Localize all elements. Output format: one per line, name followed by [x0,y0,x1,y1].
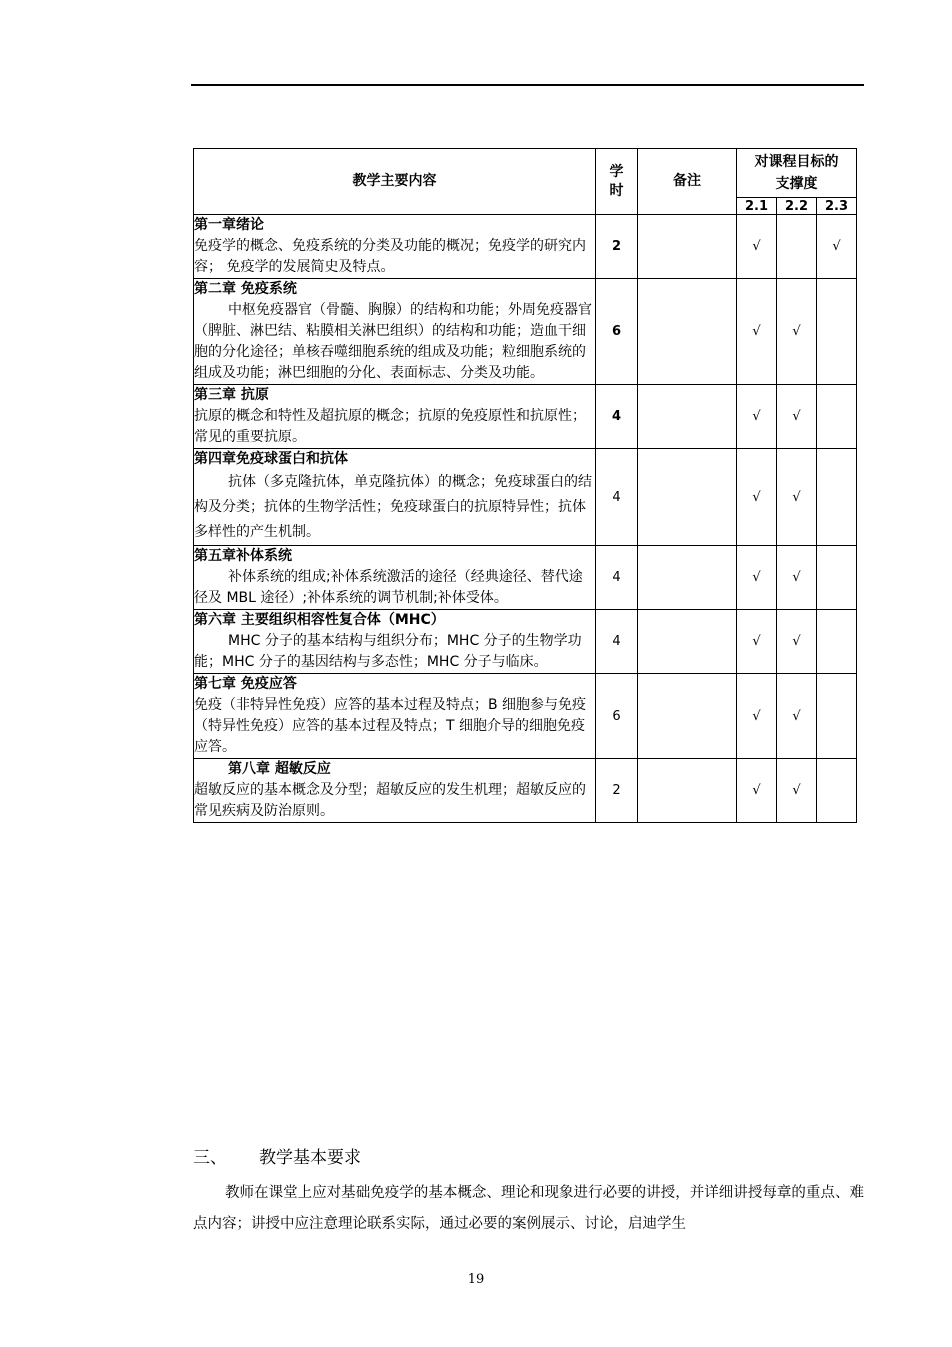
check-2-3 [817,610,857,674]
table-row [194,385,857,449]
chapter-description: 超敏反应的基本概念及分型；超敏反应的发生机理；超敏反应的常见疾病及防治原则。 [194,782,586,819]
note-cell [638,279,737,385]
chapter-description: MHC 分子的基本结构与组织分布；MHC 分子的生物学功能；MHC 分子的基因结构与多态性；MHC 分子与临床。 [194,633,582,670]
table-row [194,674,857,759]
check-2-3 [817,546,857,610]
check-2-1: √ [737,215,777,279]
chapter-title: 第二章 免疫系统 [194,281,297,297]
chapter-description: 补体系统的组成;补体系统激活的途径（经典途径、替代途径及 MBL 途径）;补体系统的调节机制;补体受体。 [194,569,583,606]
check-2-3: √ [817,215,857,279]
chapter-description: 免疫学的概念、免疫系统的分类及功能的概况；免疫学的研究内容； 免疫学的发展简史及特点。 [194,238,586,275]
chapter-title: 第六章 主要组织相容性复合体（MHC） [194,612,445,628]
header-rule [191,84,864,86]
check-2-1: √ [737,546,777,610]
chapter-title: 第三章 抗原 [194,387,269,403]
row-content [194,279,596,385]
table-row [194,759,857,823]
header-goal-2-3: 2.3 [817,198,857,215]
header-goal-2-1: 2.1 [737,198,777,215]
syllabus-table [193,148,857,823]
check-2-1: √ [737,279,777,385]
hours-cell: 6 [596,674,638,759]
hours-cell: 4 [596,449,638,546]
header-support: 对课程目标的 支撑度 [737,149,857,198]
row-content [194,674,596,759]
check-2-2: √ [777,546,817,610]
check-2-2: √ [777,610,817,674]
chapter-title: 第四章免疫球蛋白和抗体 [194,451,348,467]
check-2-2: √ [777,759,817,823]
note-cell [638,385,737,449]
hours-cell: 2 [596,215,638,279]
chapter-title: 第一章绪论 [194,217,264,233]
note-cell [638,674,737,759]
row-content [194,385,596,449]
check-2-2: √ [777,449,817,546]
row-content [194,546,596,610]
note-cell [638,449,737,546]
row-content [194,449,596,546]
check-2-1: √ [737,385,777,449]
header-goal-2-2: 2.2 [777,198,817,215]
check-2-3 [817,279,857,385]
check-2-1: √ [737,674,777,759]
chapter-description: 中枢免疫器官（骨髓、胸腺）的结构和功能；外周免疫器官（脾脏、淋巴结、粘膜相关淋巴组织）的结构和功能；造血干细胞的分化途径；单核吞噬细胞系统的组成及功能；粒细胞系统的组成及功能；淋巴细胞的分化、表面标志、分类及功能。 [194,302,592,381]
chapter-title: 第七章 免疫应答 [194,676,297,692]
table-row [194,610,857,674]
chapter-description: 抗原的概念和特性及超抗原的概念；抗原的免疫原性和抗原性；常见的重要抗原。 [194,408,586,445]
section-number: 三、 [193,1148,227,1168]
row-content [194,215,596,279]
check-2-3 [817,449,857,546]
header-hours: 学 时 [596,149,638,215]
hours-cell: 4 [596,385,638,449]
table-row [194,215,857,279]
header-note: 备注 [638,149,737,215]
hours-cell: 6 [596,279,638,385]
check-2-1: √ [737,449,777,546]
row-content [194,610,596,674]
chapter-description: 抗体（多克隆抗体，单克隆抗体）的概念；免疫球蛋白的结构及分类；抗体的生物学活性；免疫球蛋白的抗原特异性；抗体多样性的产生机制。 [194,474,592,540]
table-row [194,279,857,385]
check-2-2: √ [777,279,817,385]
note-cell [638,215,737,279]
check-2-2 [777,215,817,279]
hours-cell: 4 [596,546,638,610]
page-number: 19 [467,1272,485,1287]
note-cell [638,546,737,610]
section-heading [193,1143,361,1168]
note-cell [638,610,737,674]
check-2-1: √ [737,759,777,823]
chapter-title: 第五章补体系统 [194,548,292,564]
check-2-2: √ [777,385,817,449]
table-row [194,449,857,546]
check-2-3 [817,759,857,823]
row-content [194,759,596,823]
note-cell [638,759,737,823]
hours-cell: 4 [596,610,638,674]
header-content: 教学主要内容 [194,149,596,215]
hours-cell: 2 [596,759,638,823]
section-title: 教学基本要求 [259,1148,361,1168]
check-2-3 [817,385,857,449]
check-2-2: √ [777,674,817,759]
chapter-description: 免疫（非特异性免疫）应答的基本过程及特点；B 细胞参与免疫（特异性免疫）应答的基本过程及特点；T 细胞介导的细胞免疫应答。 [194,697,587,755]
table-row [194,546,857,610]
section-paragraph: 教师在课堂上应对基础免疫学的基本概念、理论和现象进行必要的讲授，并详细讲授每章的重点、难点内容；讲授中应注意理论联系实际，通过必要的案例展示、讨论，启迪学生 [193,1185,864,1232]
check-2-3 [817,674,857,759]
chapter-title: 第八章 超敏反应 [228,761,331,777]
check-2-1: √ [737,610,777,674]
